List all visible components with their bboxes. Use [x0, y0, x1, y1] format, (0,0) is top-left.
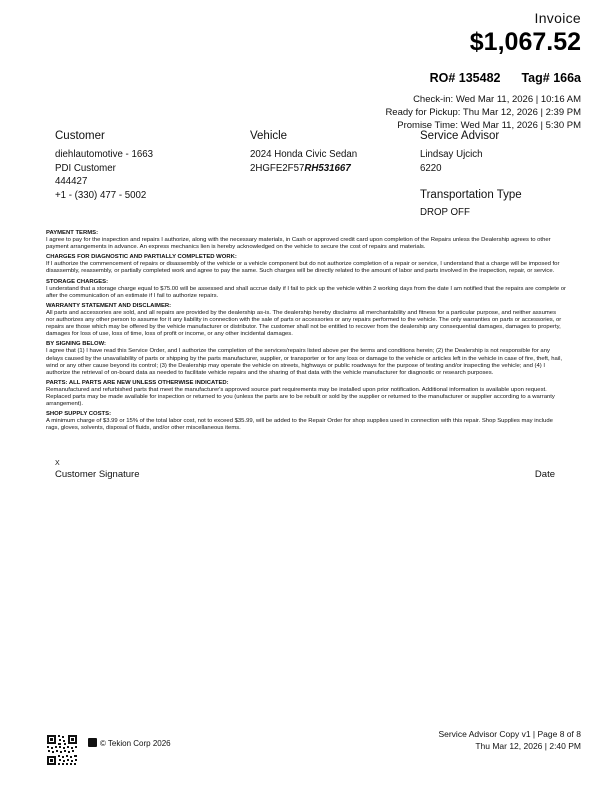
ro-value: 135482 — [458, 71, 501, 85]
vehicle-title: Vehicle — [250, 130, 288, 142]
timestamps — [385, 93, 581, 132]
warranty-disclaimer-body: All parts and accessories are sold, and all repairs are provided by the dealership as-is. The dealership hereby disclaims all merchantability and fitness for a particular purpose, and neither assumes nor authorizes any other person to assume for it any liability in connection with the sale of parts or accessories or any repairs performed to the vehicle. The only warranties on parts or accessories, or repairs are those which may be offered by the vehicle manufacturer or distributor. The customer shall not be entitled to recover from the dealership any consequential damages, damages to property, damages for loss of use, loss of time, loss of profit or income, or any other incidental damages. — [46, 309, 562, 338]
warranty-disclaimer — [46, 303, 566, 338]
brand-name: Tekion Corp 2026 — [107, 739, 171, 748]
footer-meta — [438, 728, 581, 752]
page-footer — [0, 726, 611, 766]
transport-value: DROP OFF — [420, 207, 470, 218]
customer-title: Customer — [55, 130, 105, 142]
customer-name: diehlautomotive - 1663 — [55, 149, 154, 160]
parts-statement-heading: PARTS: ALL PARTS ARE NEW UNLESS OTHERWISE INDICATED: — [46, 379, 229, 386]
invoice-total: $1,067.52 — [469, 28, 581, 56]
storage-charges-heading: STORAGE CHARGES: — [46, 278, 109, 285]
ro-tag-line — [385, 71, 581, 85]
vehicle-block — [250, 130, 410, 175]
customer-signature-label: Customer Signature — [55, 469, 140, 480]
customer-block — [55, 130, 235, 202]
printed-timestamp: Thu Mar 12, 2026 | 2:40 PM — [475, 741, 581, 751]
advisor-name: Lindsay Ujcich — [420, 149, 483, 160]
ro-label: RO# — [429, 71, 456, 85]
copyright-icon: © — [100, 739, 106, 748]
shop-supply-costs-heading: SHOP SUPPLY COSTS: — [46, 411, 112, 418]
warranty-disclaimer-heading: WARRANTY STATEMENT AND DISCLAIMER: — [46, 302, 172, 309]
parts-statement-body: Remanufactured and refurbished parts that meet the manufacturer's approved source part requirements may be installed upon prior notification. Additional information is available upon request. Replaced parts may be made available for inspection or returned to you (unless the parts are to be rebuilt or sold by the supplier or returned to the manufacturer or supplier according to a warranty arrangement). — [46, 386, 555, 408]
signature-date-label: Date — [534, 469, 555, 480]
copy-info: Service Advisor Copy v1 | Page 8 of 8 — [438, 729, 581, 739]
vin-tail: RH531667 — [304, 162, 351, 174]
customer-phone: +1 - (330) 477 - 5002 — [55, 189, 147, 201]
transport-title: Transportation Type — [420, 189, 522, 201]
customer-line2: PDI Customer — [55, 162, 116, 174]
storage-charges-body: I understand that a storage charge equal to $75.00 will be assessed and shall accrue daily if I fail to pick up the vehicle within 2 working days from the date I am notified that the repairs are complete or after the communication of an estimate if I fail to authorize repairs. — [46, 285, 566, 299]
checkin-time: Check-in: Wed Mar 11, 2026 | 10:16 AM — [413, 94, 581, 105]
advisor-id: 6220 — [420, 162, 442, 174]
vehicle-description: 2024 Honda Civic Sedan — [250, 149, 358, 160]
payment-terms — [46, 230, 566, 251]
advisor-block — [420, 130, 595, 220]
parties-section — [0, 130, 611, 220]
customer-id: 444427 — [55, 176, 88, 187]
by-signing-below-body: I agree that (1) I have read this Service Order, and I authorize the completion of the services/repairs listed above per the terms and conditions herein; (2) the Dealership is not responsible for any delays caused by the unavailability of parts or shipping by the parts manufacturer, supplier, or transporter or for any loss or damage to the vehicle or articles left in the vehicle in case of fire, theft, hail, wind or any other cause beyond its control; (3) the Dealership may operate the vehicle on streets, highways or public roadways for the purpose of testing and/or inspecting the vehicle; and (4) I authorize the retrieval of on-board data as needed to facilitate vehicle repairs and the sharing of that data with the vehicle manufacturer for diagnostic or research purposes. — [46, 348, 563, 376]
storage-charges — [46, 279, 566, 300]
invoice-header — [385, 10, 581, 132]
diagnostic-charges — [46, 254, 566, 275]
vin-head: 2HGFE2F57 — [250, 162, 305, 174]
payment-terms-heading: PAYMENT TERMS: — [46, 230, 99, 236]
diagnostic-charges-heading: CHARGES FOR DIAGNOSTIC AND PARTIALLY COMPLETED WORK: — [46, 254, 237, 261]
shop-supply-costs-body: A minimum charge of $3.99 or 15% of the total labor cost, not to exceed $35.99, will be added to the Repair Order for shop supplies used in connection with this repair. Shop Supplies may include rags, gloves, solvents, disposal of fluids, and/or other miscellaneous items. — [46, 418, 553, 432]
shop-supply-costs — [46, 411, 566, 432]
advisor-title: Service Advisor — [420, 130, 500, 142]
brand-line — [88, 738, 171, 748]
tekion-logo-icon — [88, 738, 97, 747]
by-signing-below — [46, 341, 566, 376]
by-signing-below-heading: BY SIGNING BELOW: — [46, 341, 107, 348]
vehicle-vin — [250, 162, 410, 176]
diagnostic-charges-body: If I authorize the commencement of repairs or disassembly of the vehicle or a vehicle component but do not authorize completion of a repair or service, I understand that a charge will be imposed for disassembly, reassembly, or partially completed work and agree to pay the same. Such charges will be directly related to the amount of labor and parts involved in the inspection, repair, or service. — [46, 261, 560, 275]
tag-label: Tag# — [521, 71, 550, 85]
payment-terms-body: I agree to pay for the inspection and repairs I authorize, along with the necessary materials, in Cash or approved credit card upon completion of the Repairs unless the Dealership agrees to other payment arrangements in advance. An express mechanics lien is hereby acknowledged on the vehicle to secure the cost of repairs and materials. — [46, 237, 551, 251]
terms-and-conditions — [46, 230, 566, 435]
qr-code — [46, 734, 78, 766]
parts-statement — [46, 380, 566, 408]
invoice-label: Invoice — [534, 10, 581, 26]
signature-area — [55, 460, 555, 490]
signature-x-mark: X — [55, 460, 60, 467]
tag-value: 166a — [553, 71, 581, 85]
promise-time: Promise Time: Wed Mar 11, 2026 | 5:30 PM — [397, 120, 581, 131]
ready-time: Ready for Pickup: Thu Mar 12, 2026 | 2:39 PM — [385, 107, 581, 118]
